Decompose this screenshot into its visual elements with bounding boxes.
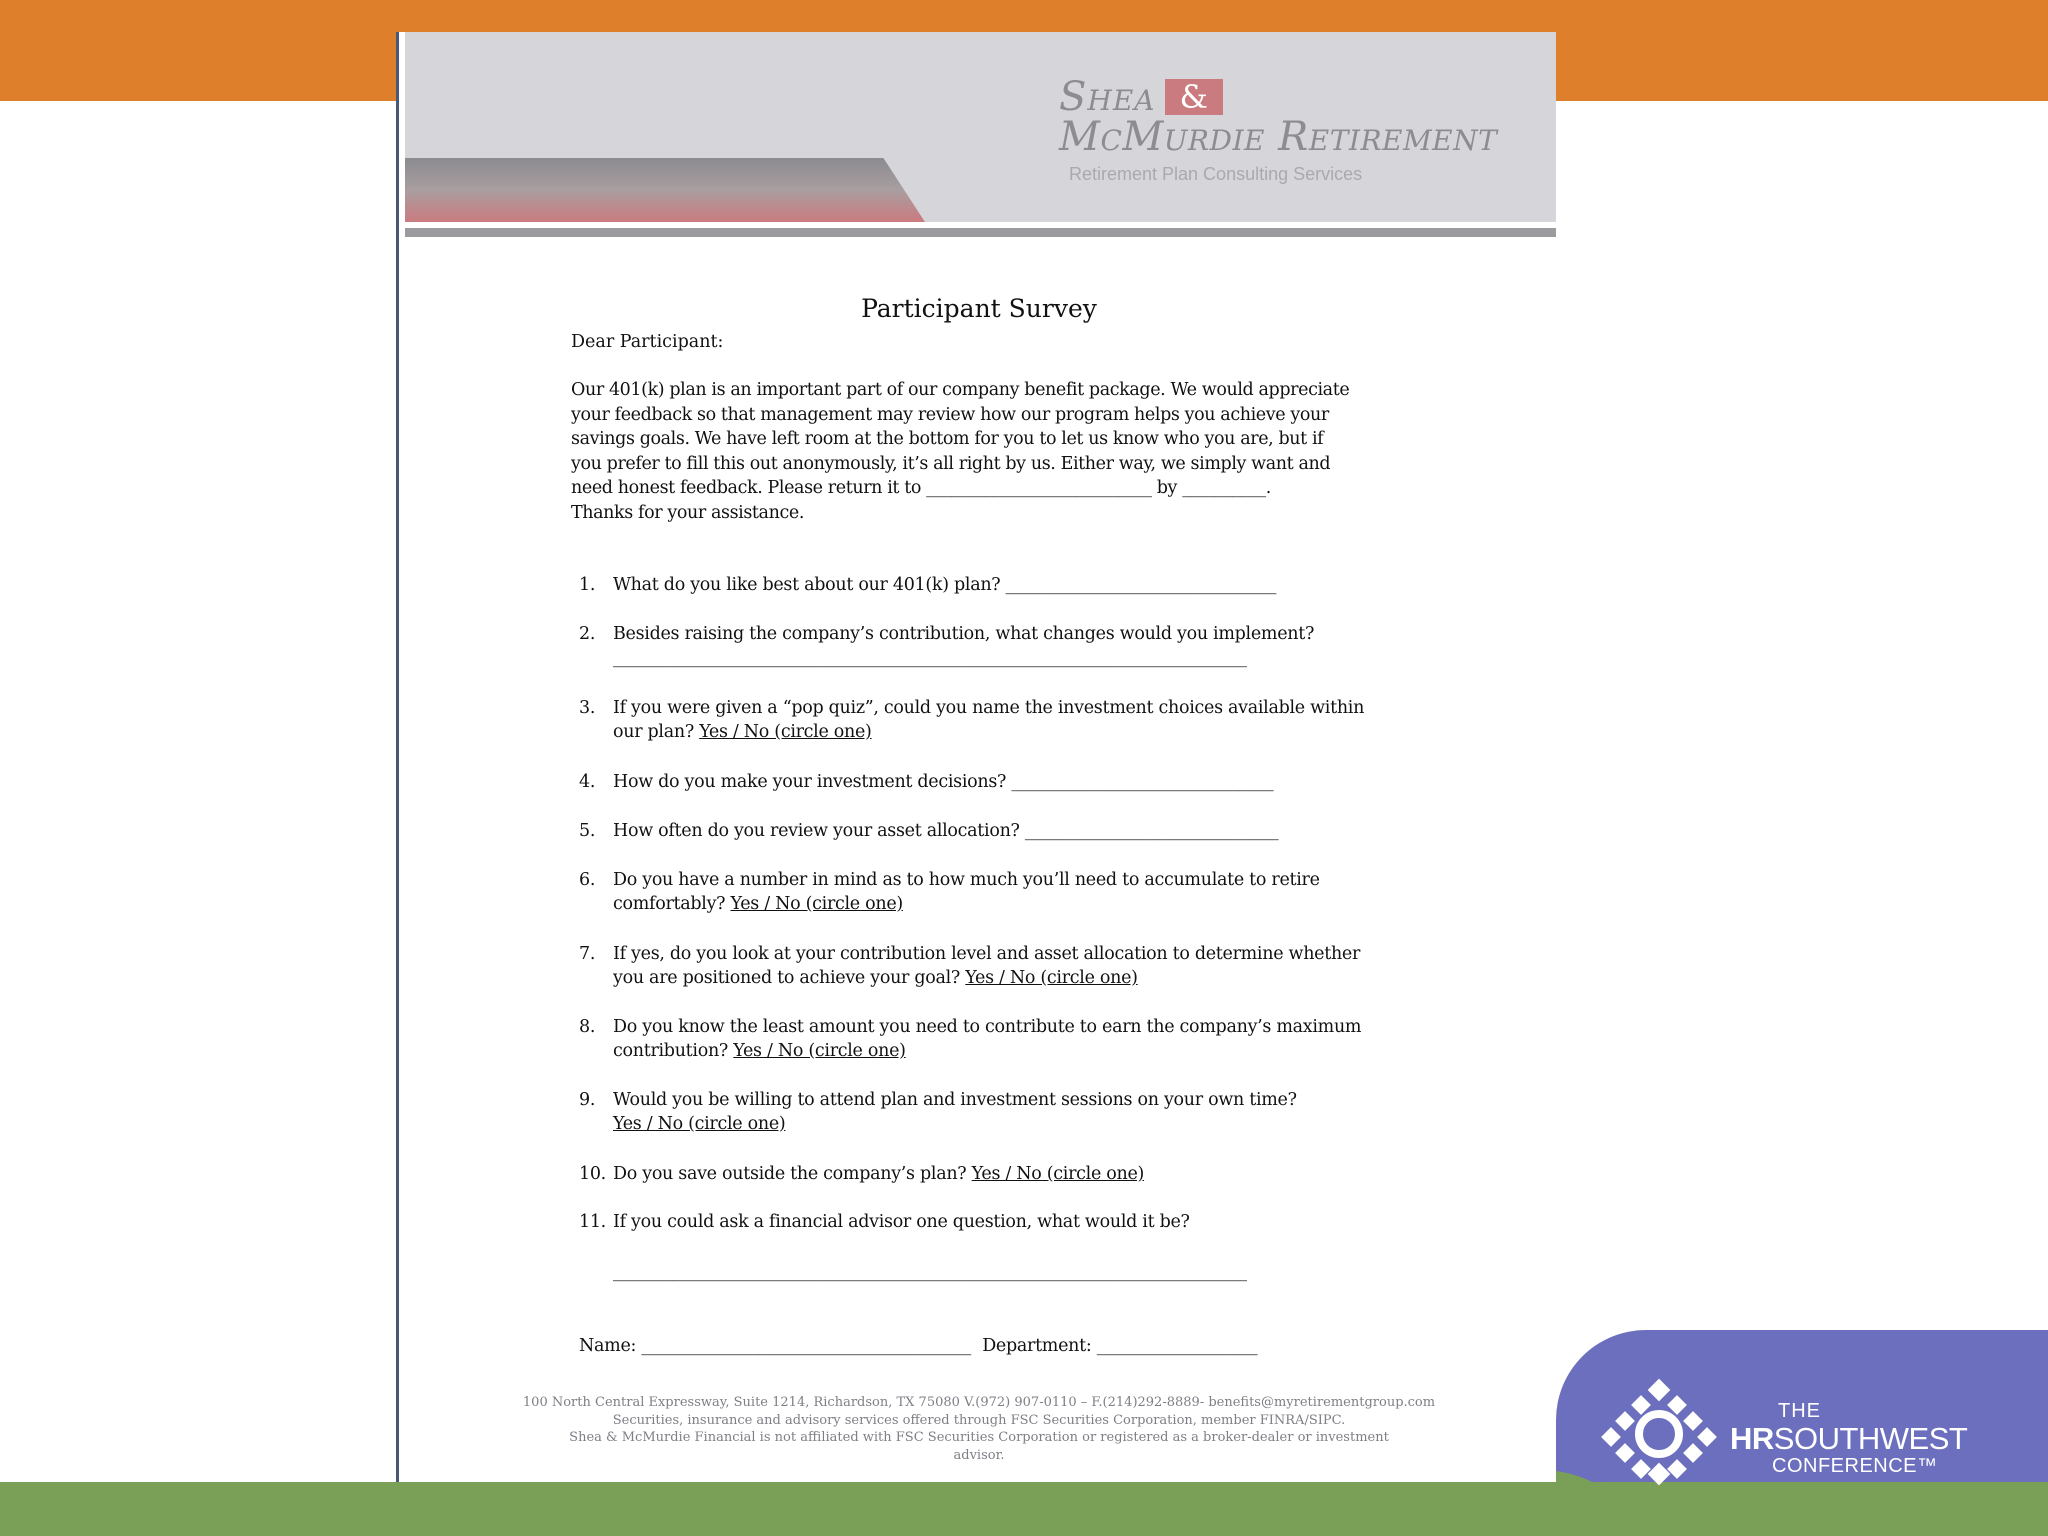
question-2: 2. Besides raising the company’s contribution, what changes would you implement? ___________________________________________________________________________ bbox=[579, 624, 1315, 668]
yes-no-answer[interactable]: Yes / No (circle one) bbox=[965, 968, 1138, 988]
question-3: 3. If you were given a “pop quiz”, could you name the investment choices available within our plan? Yes / No (circle one) bbox=[579, 698, 1365, 742]
yes-no-answer[interactable]: Yes / No (circle one) bbox=[613, 1114, 786, 1134]
intro-line: your feedback so that management may review how our program helps you achieve your bbox=[571, 404, 1329, 425]
survey-document bbox=[396, 32, 1556, 1482]
document-title: Participant Survey bbox=[861, 294, 1097, 323]
question-text: Do you know the least amount you need to contribute to earn the company’s maximum bbox=[613, 1017, 1362, 1037]
conference-southwest: SOUTHWEST bbox=[1773, 1421, 1968, 1456]
question-10: 10. Do you save outside the company’s plan? Yes / No (circle one) bbox=[579, 1164, 1145, 1184]
yes-no-answer[interactable]: Yes / No (circle one) bbox=[730, 894, 903, 914]
question-text: What do you like best about our 401(k) plan? ________________________________ bbox=[613, 575, 1277, 595]
logo-word-mcmurdie: McMurdie Retirement bbox=[1059, 114, 1498, 160]
question-11: 11. If you could ask a financial advisor one question, what would it be? ___________________________________________________________________________ bbox=[579, 1212, 1247, 1282]
question-text: How do you make your investment decisions? _______________________________ bbox=[613, 772, 1274, 792]
yes-no-answer[interactable]: Yes / No (circle one) bbox=[699, 722, 872, 742]
answer-line: ___________________________________________________________________________ bbox=[613, 648, 1247, 668]
question-1: 1. What do you like best about our 401(k) plan? ________________________________ bbox=[579, 575, 1277, 595]
department-field[interactable]: ___________________ bbox=[1096, 1336, 1258, 1356]
conference-logo-text bbox=[1730, 1400, 1967, 1478]
question-text: How often do you review your asset allocation? ______________________________ bbox=[613, 821, 1279, 841]
bottom-accent-bar bbox=[0, 1482, 2048, 1536]
question-5: 5. How often do you review your asset allocation? ______________________________ bbox=[579, 821, 1279, 841]
question-text: If yes, do you look at your contribution level and asset allocation to determine whether bbox=[613, 944, 1361, 964]
name-field[interactable]: _______________________________________ bbox=[641, 1336, 971, 1356]
department-label: Department: bbox=[982, 1336, 1092, 1356]
diamond-cluster-icon bbox=[1600, 1378, 1718, 1486]
footer-address: 100 North Central Expressway, Suite 1214, Richardson, TX 75080 V.(972) 907-0110 – F.(214)292-8889- benefits@myretirementgroup.com bbox=[522, 1395, 1436, 1410]
question-7: 7. If yes, do you look at your contribution level and asset allocation to determine whether you are positioned to achieve your goal? Yes / No (circle one) bbox=[579, 944, 1361, 988]
intro-paragraph bbox=[571, 378, 1421, 526]
letterhead-rule bbox=[405, 228, 1556, 237]
intro-line: Our 401(k) plan is an important part of our company benefit package. We would appreciate bbox=[571, 380, 1350, 400]
answer-line: ___________________________________________________________________________ bbox=[613, 1262, 1247, 1282]
company-logo bbox=[1059, 74, 1519, 185]
letterhead-swoosh bbox=[405, 158, 925, 222]
logo-ampersand: & bbox=[1165, 79, 1222, 115]
intro-line: you prefer to fill this out anonymously, it’s all right by us. Either way, we simply want and bbox=[571, 453, 1331, 474]
conference-sub: CONFERENCE™ bbox=[1772, 1455, 1938, 1477]
question-text: Besides raising the company’s contribution, what changes would you implement? bbox=[613, 624, 1315, 644]
name-label: Name: bbox=[579, 1336, 637, 1356]
signature-row bbox=[579, 1334, 1257, 1358]
yes-no-answer[interactable]: Yes / No (circle one) bbox=[971, 1164, 1145, 1184]
footer-disclosure: Securities, insurance and advisory services offered through FSC Securities Corporation, member FINRA/SIPC. bbox=[612, 1412, 1346, 1428]
question-text: If you were given a “pop quiz”, could you name the investment choices available within bbox=[613, 698, 1365, 718]
intro-line: Thanks for your assistance. bbox=[571, 502, 804, 523]
question-text: Do you have a number in mind as to how much you’ll need to accumulate to retire bbox=[613, 870, 1320, 890]
intro-line: savings goals. We have left room at the bottom for you to let us know who you are, but if bbox=[571, 429, 1324, 450]
salutation: Dear Participant: bbox=[571, 332, 724, 352]
footer-disclaimer: Shea & McMurdie Financial is not affiliated with FSC Securities Corporation or registered as a broker-dealer or investment bbox=[569, 1430, 1389, 1445]
question-9: 9. Would you be willing to attend plan and investment sessions on your own time? Yes / No (circle one) bbox=[579, 1090, 1297, 1134]
conference-hr: HR bbox=[1730, 1421, 1774, 1456]
question-text: If you could ask a financial advisor one question, what would it be? bbox=[613, 1212, 1190, 1232]
question-6: 6. Do you have a number in mind as to how much you’ll need to accumulate to retire comfortably? Yes / No (circle one) bbox=[579, 870, 1320, 914]
document-footer bbox=[479, 1394, 1479, 1464]
logo-tagline: Retirement Plan Consulting Services bbox=[1069, 164, 1363, 184]
intro-line: need honest feedback. Please return it to ___________________________ by __________. bbox=[571, 478, 1271, 499]
question-text: Do you save outside the company’s plan? bbox=[613, 1164, 972, 1184]
conference-the: THE bbox=[1778, 1400, 1821, 1422]
logo-word-shea: Shea bbox=[1059, 74, 1156, 120]
question-text: Would you be willing to attend plan and investment sessions on your own time? bbox=[613, 1090, 1297, 1110]
footer-disclaimer-end: advisor. bbox=[953, 1447, 1005, 1463]
question-4: 4. How do you make your investment decisions? _______________________________ bbox=[579, 772, 1274, 792]
yes-no-answer[interactable]: Yes / No (circle one) bbox=[733, 1041, 906, 1061]
question-8: 8. Do you know the least amount you need to contribute to earn the company’s maximum contribution? Yes / No (circle one) bbox=[579, 1017, 1362, 1061]
